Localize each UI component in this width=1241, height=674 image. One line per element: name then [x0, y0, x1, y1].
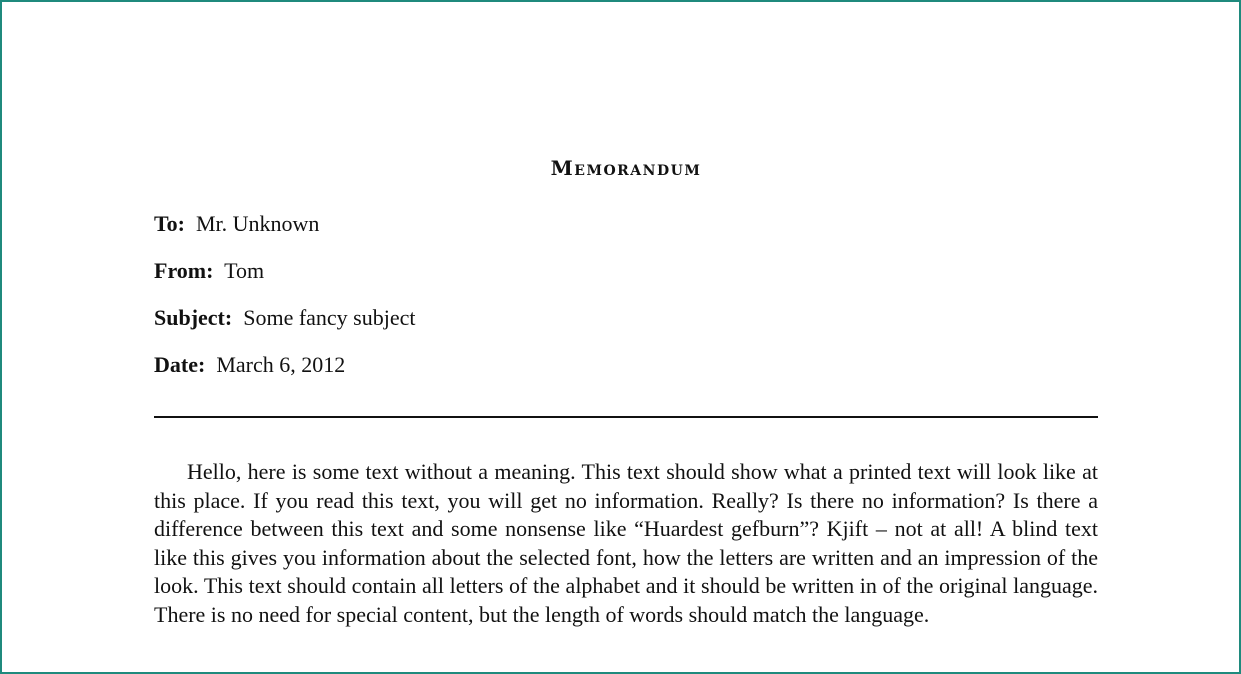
memo-title: Memorandum	[550, 156, 702, 180]
subject-field	[154, 305, 1098, 331]
to-label: To:	[154, 211, 185, 236]
subject-label: Subject:	[154, 305, 233, 330]
date-value: March 6, 2012	[216, 352, 346, 377]
from-field	[154, 258, 1098, 284]
from-value: Tom	[224, 258, 265, 283]
subject-value: Some fancy subject	[243, 305, 416, 330]
to-value: Mr. Unknown	[195, 211, 320, 236]
memo-body-paragraph: Hello, here is some text without a meaning. This text should show what a printed text will look like at this place. If you read this text, you will get no information. Really? Is there no information? Is there a difference between this text and some nonsense like “Huardest gefburn”? Kjift – not at all! A blind text like this gives you information about the selected font, how the letters are written and an impression of the look. This text should contain all letters of the alphabet and it should be written in of the original language. There is no need for special content, but the length of words should match the language.	[154, 459, 1098, 627]
to-field	[154, 211, 1098, 237]
from-label: From:	[154, 258, 214, 283]
date-label: Date:	[154, 352, 206, 377]
date-field	[154, 352, 1098, 378]
horizontal-rule	[154, 416, 1098, 418]
